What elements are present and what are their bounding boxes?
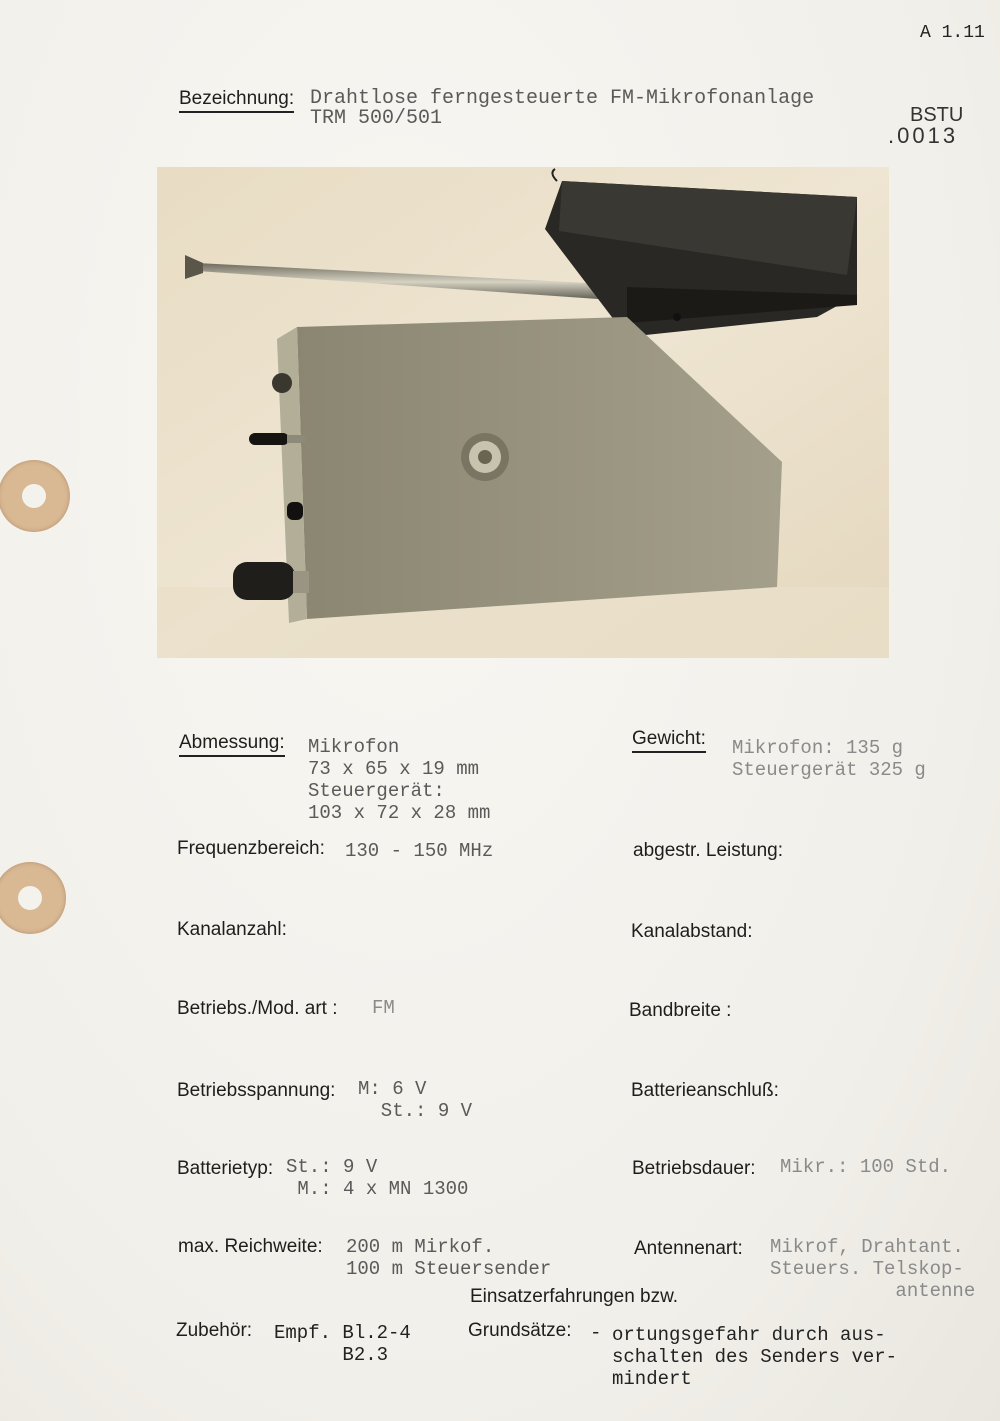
punch-hole-upper (0, 460, 70, 532)
archive-stamp-line1: BSTU (910, 104, 964, 126)
weight-label: Gewicht: (632, 728, 706, 753)
page-reference: A 1.11 (920, 23, 985, 43)
device-photo (157, 167, 889, 658)
voltage-value: M: 6 V St.: 9 V (358, 1078, 473, 1122)
dimensions-value: Mikrofon 73 x 65 x 19 mm Steuergerät: 103 x 72 x 28 mm (308, 736, 491, 824)
channels-label: Kanalanzahl: (177, 919, 287, 940)
bandwidth-label: Bandbreite : (629, 1000, 732, 1021)
designation-line1: Drahtlose ferngesteuerte FM-Mikrofonanlage (310, 87, 815, 110)
channel-spacing-label: Kanalabstand: (631, 921, 753, 942)
dimensions-label: Abmessung: (179, 732, 285, 757)
modulation-value: FM (372, 997, 395, 1019)
battery-type-value: St.: 9 V M.: 4 x MN 1300 (286, 1156, 469, 1200)
experience-dash: - (590, 1322, 602, 1344)
experience-value: ortungsgefahr durch aus- schalten des Senders ver- mindert (612, 1324, 898, 1390)
frequency-value: 130 - 150 MHz (345, 840, 494, 862)
battery-connection-label: Batterieanschluß: (631, 1080, 779, 1101)
designation-label: Bezeichnung: (179, 88, 294, 113)
antenna-value: Mikrof, Drahtant. Steuers. Telskop- antenne (770, 1236, 976, 1302)
accessories-value: Empf. Bl.2-4 B2.3 (274, 1322, 411, 1366)
battery-type-label: Batterietyp: (177, 1158, 274, 1179)
antenna-label: Antennenart: (634, 1238, 743, 1259)
range-value: 200 m Mirkof. 100 m Steuersender (346, 1236, 552, 1280)
runtime-label: Betriebsdauer: (632, 1158, 756, 1179)
range-label: max. Reichweite: (178, 1236, 323, 1257)
runtime-value: Mikr.: 100 Std. (780, 1156, 952, 1178)
experience-label-line2: Grundsätze: (468, 1320, 572, 1341)
designation-line2: TRM 500/501 (310, 107, 443, 130)
accessories-label: Zubehör: (176, 1320, 253, 1341)
power-label: abgestr. Leistung: (633, 840, 783, 861)
modulation-label: Betriebs./Mod. art : (177, 998, 338, 1019)
archive-stamp-line2: .0013 (888, 123, 959, 148)
experience-label-line1: Einsatzerfahrungen bzw. (470, 1286, 679, 1307)
weight-value: Mikrofon: 135 g Steuergerät 325 g (732, 737, 926, 781)
voltage-label: Betriebsspannung: (177, 1080, 336, 1101)
frequency-label: Frequenzbereich: (177, 838, 325, 859)
punch-hole-lower (0, 862, 66, 934)
